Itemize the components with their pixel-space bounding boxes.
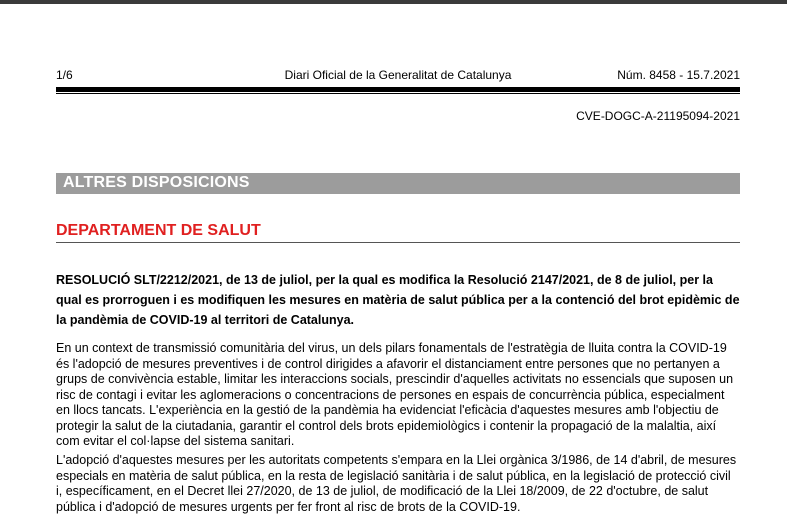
page-number: 1/6 [56,68,73,82]
cve-code: CVE-DOGC-A-21195094-2021 [576,109,740,123]
section-title: ALTRES DISPOSICIONS [63,174,250,191]
body-paragraph: En un context de transmissió comunitària del virus, un dels pilars fonamentals de l'estratègia de lluita contra la COVID-19 és l'adopció de mesures preventives i de control dirigides a afavorir el distanciament entre persones que no pertanyen a grups de convivència estable, limitar les interaccions socials, prescindir d'aquelles activitats no essencials que suposen un risc de contagi i evitar les aglomeracions o concentracions de persones en espais de concurrència pública, especialment en llocs tancats. L'experiència en la gestió de la pandèmia ha evidenciat l'eficàcia d'aquestes mesures amb l'objectiu de protegir la salut de la ciutadania, garantir el control dels brots epidemiològics i contenir la propagació de la malaltia, així com evitar el col·lapse del sistema sanitari. [56,341,734,448]
issue-number: Núm. 8458 - 15.7.2021 [617,68,740,82]
department-rule [56,242,740,243]
page-header [56,68,740,84]
body-paragraph: L'adopció d'aquestes mesures per les autoritats competents s'empara en la Llei orgànica 3/1986, de 14 d'abril, de mesures especials en matèria de salut pública, en la resta de legislació sanitària i de salut pública, en la legislació de protecció civil i, específicament, en el Decret llei 27/2020, de 13 de juliol, de modificació de la Llei 18/2009, de 22 d'octubre, de salut pública i d'adopció de mesures urgents per fer front al risc de brots de la COVID-19. [56,453,737,514]
section-banner [56,173,740,194]
resolution-title: RESOLUCIÓ SLT/2212/2021, de 13 de juliol, per la qual es modifica la Resolució 2147/2021, de 8 de juliol, per la qual es prorroguen i es modifiquen les mesures en matèria de salut pública per a la contenció del brot epidèmic de la pandèmia de COVID-19 al territori de Catalunya. [56,273,740,327]
header-rule-thick [56,87,740,92]
publication-name: Diari Oficial de la Generalitat de Catalunya [284,68,512,82]
header-rule-thin [56,93,740,94]
department-heading: DEPARTAMENT DE SALUT [56,222,261,239]
